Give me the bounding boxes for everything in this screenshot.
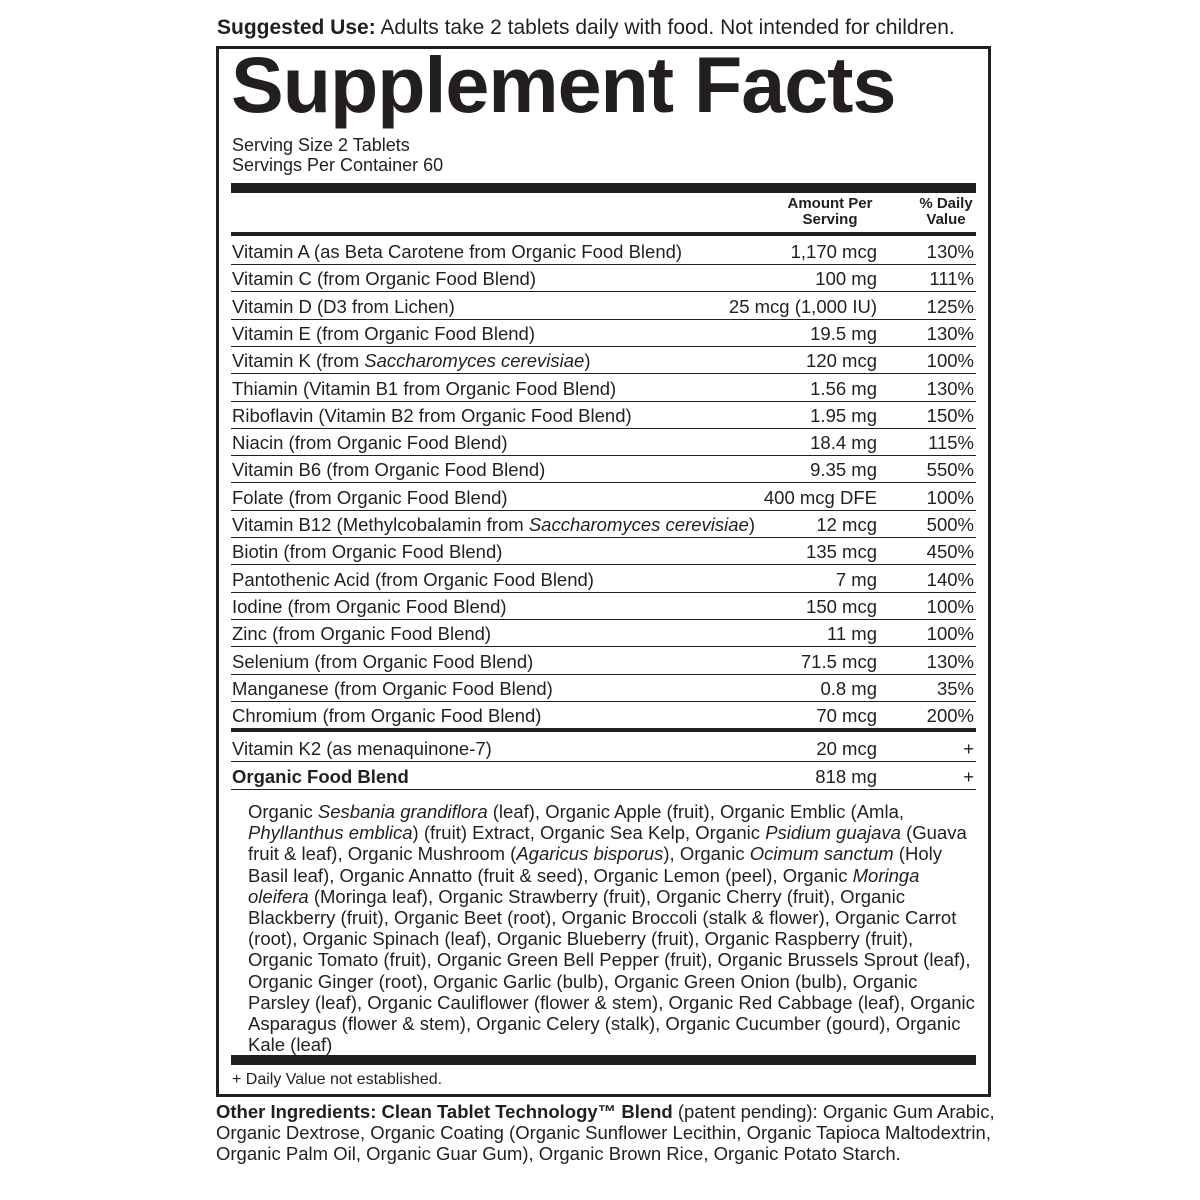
nutrient-name: Vitamin C (from Organic Food Blend)	[232, 268, 536, 290]
suggested-use	[217, 16, 955, 40]
nutrient-daily-value: 150%	[926, 404, 974, 426]
servings-per-container: Servings Per Container 60	[232, 155, 444, 175]
nutrient-amount: 20 mcg	[816, 738, 877, 760]
table-row	[231, 456, 976, 483]
nutrient-amount: 0.8 mg	[820, 677, 877, 699]
nutrient-amount: 12 mcg	[816, 514, 877, 535]
nutrient-amount: 400 mcg DFE	[763, 486, 877, 508]
nutrient-amount: 818 mg	[815, 765, 877, 787]
other-ingredients-text: (patent pending): Organic Gum Arabic, Organic Dextrose, Organic Coating (Organic Sunflower Lecithin, Organic Tapioca Maltodextrin, Organic Palm Oil, Organic Guar Gum), Organic Brown Rice, Organic Potato Starch.	[216, 1101, 995, 1164]
nutrient-name: Manganese (from Organic Food Blend)	[232, 677, 553, 699]
nutrient-daily-value: 140%	[926, 568, 974, 590]
nutrient-daily-value: 550%	[926, 459, 974, 481]
nutrient-amount: 1.56 mg	[810, 377, 877, 399]
bottom-thick-rule	[231, 1055, 976, 1065]
organic-food-blend-ingredients: Organic Sesbania grandiflora (leaf), Organic Apple (fruit), Organic Emblic (Amla, Phyllanthus emblica) (fruit) Extract, Organic Sea Kelp, Organic Psidium guajava (Guava fruit & leaf), Organic Mushroom (Agaricus bisporus), Organic Ocimum sanctum (Holy Basil leaf), Organic Annatto (fruit & seed), Organic Lemon (peel), Organic Moringa oleifera (Moringa leaf), Organic Strawberry (fruit), Organic Cherry (fruit), Organic Blackberry (fruit), Organic Beet (root), Organic Broccoli (stalk & flower), Organic Carrot (root), Organic Spinach (leaf), Organic Blueberry (fruit), Organic Raspberry (fruit), Organic Tomato (fruit), Organic Green Bell Pepper (fruit), Organic Brussels Sprout (leaf), Organic Ginger (root), Organic Garlic (bulb), Organic Green Onion (bulb), Organic Parsley (leaf), Organic Cauliflower (flower & stem), Organic Red Cabbage (leaf), Organic Asparagus (flower & stem), Organic Celery (stalk), Organic Cucumber (gourd), Organic Kale (leaf)	[248, 801, 975, 1056]
nutrient-name: Zinc (from Organic Food Blend)	[232, 623, 492, 645]
supplement-facts-panel	[216, 40, 991, 1097]
nutrient-name: Vitamin A (as Beta Carotene from Organic Food Blend)	[232, 241, 683, 262]
table-row	[231, 375, 976, 402]
nutrient-name: Niacin (from Organic Food Blend)	[232, 432, 508, 454]
nutrient-daily-value: 450%	[926, 541, 974, 563]
nutrient-daily-value: 100%	[926, 595, 974, 617]
nutrient-daily-value: 130%	[926, 241, 974, 262]
nutrient-daily-value: 200%	[926, 705, 974, 727]
nutrient-name: Pantothenic Acid (from Organic Food Blend)	[232, 568, 594, 590]
table-row	[231, 675, 976, 702]
nutrient-name: Vitamin K (from Saccharomyces cerevisiae)	[232, 350, 591, 372]
nutrient-daily-value: 100%	[926, 623, 974, 645]
nutrient-daily-value: 35%	[936, 677, 974, 699]
nutrient-name: Folate (from Organic Food Blend)	[232, 486, 508, 508]
nutrient-amount: 135 mcg	[806, 541, 877, 563]
table-row	[231, 429, 976, 456]
nutrient-amount: 1,170 mcg	[790, 241, 877, 262]
suggested-use-label: Suggested Use:	[217, 16, 376, 39]
nutrient-amount: 71.5 mcg	[800, 650, 877, 672]
table-row	[231, 320, 976, 347]
nutrient-amount: 11 mg	[826, 623, 877, 645]
nutrient-daily-value: +	[963, 738, 974, 760]
header-amount-per-serving: Amount Per Serving	[787, 195, 873, 228]
panel-title: Supplement Facts	[231, 40, 896, 129]
nutrient-name: Vitamin B6 (from Organic Food Blend)	[232, 459, 546, 481]
nutrient-daily-value: 100%	[926, 350, 974, 372]
nutrient-name: Selenium (from Organic Food Blend)	[232, 650, 534, 672]
nutrient-daily-value: 125%	[926, 295, 974, 317]
thick-rule	[231, 183, 976, 193]
table-row	[231, 347, 976, 374]
table-row	[231, 735, 976, 762]
table-row	[231, 593, 976, 620]
table-row	[231, 238, 976, 265]
table-row	[231, 511, 976, 538]
nutrient-name: Vitamin E (from Organic Food Blend)	[232, 322, 535, 344]
nutrient-amount: 19.5 mg	[810, 322, 877, 344]
nutrient-amount: 18.4 mg	[810, 432, 877, 454]
row-divider	[231, 789, 976, 790]
nutrient-amount: 150 mcg	[806, 595, 877, 617]
header-daily-value: % Daily Value	[919, 195, 973, 228]
nutrient-daily-value: 130%	[926, 322, 974, 344]
nutrient-daily-value: 500%	[926, 514, 974, 535]
header-rule	[231, 232, 976, 236]
table-row	[231, 763, 976, 790]
serving-size: Serving Size 2 Tablets	[232, 135, 410, 155]
nutrient-amount: 9.35 mg	[810, 459, 877, 481]
nutrient-name: Vitamin D (D3 from Lichen)	[232, 295, 455, 317]
nutrient-name: Vitamin K2 (as menaquinone-7)	[232, 738, 492, 760]
nutrient-daily-value: 130%	[926, 377, 974, 399]
nutrient-daily-value: +	[963, 765, 974, 787]
other-ingredients-label: Other Ingredients: Clean Tablet Technology™ Blend	[216, 1101, 673, 1122]
table-row	[231, 648, 976, 675]
nutrient-name: Riboflavin (Vitamin B2 from Organic Food Blend)	[232, 404, 632, 426]
other-ingredients	[216, 1101, 996, 1164]
nutrient-amount: 120 mcg	[806, 350, 877, 372]
nutrient-daily-value: 100%	[926, 486, 974, 508]
table-row	[231, 538, 976, 565]
nutrient-daily-value: 130%	[926, 650, 974, 672]
suggested-use-text: Adults take 2 tablets daily with food. Not intended for children.	[380, 16, 955, 39]
table-row	[231, 702, 976, 729]
table-row	[231, 402, 976, 429]
nutrient-amount: 25 mcg (1,000 IU)	[728, 295, 877, 317]
table-row	[231, 566, 976, 593]
nutrient-amount: 7 mg	[835, 568, 877, 590]
nutrient-amount: 100 mg	[815, 268, 877, 290]
nutrient-name: Iodine (from Organic Food Blend)	[232, 595, 507, 617]
table-row	[231, 484, 976, 511]
footnote: + Daily Value not established.	[232, 1071, 443, 1088]
nutrient-name: Thiamin (Vitamin B1 from Organic Food Blend)	[232, 377, 617, 399]
nutrient-amount: 1.95 mg	[810, 404, 877, 426]
nutrient-amount: 70 mcg	[816, 705, 877, 727]
nutrient-name: Chromium (from Organic Food Blend)	[232, 705, 542, 727]
nutrient-name: Vitamin B12 (Methylcobalamin from Saccharomyces cerevisiae)	[232, 514, 756, 535]
table-row	[231, 620, 976, 647]
nutrient-name: Biotin (from Organic Food Blend)	[232, 541, 503, 563]
table-row	[231, 293, 976, 320]
section-rule	[231, 728, 976, 732]
nutrient-daily-value: 111%	[929, 268, 974, 290]
nutrient-daily-value: 115%	[928, 432, 974, 454]
nutrient-name: Organic Food Blend	[232, 765, 409, 787]
table-row	[231, 265, 976, 292]
